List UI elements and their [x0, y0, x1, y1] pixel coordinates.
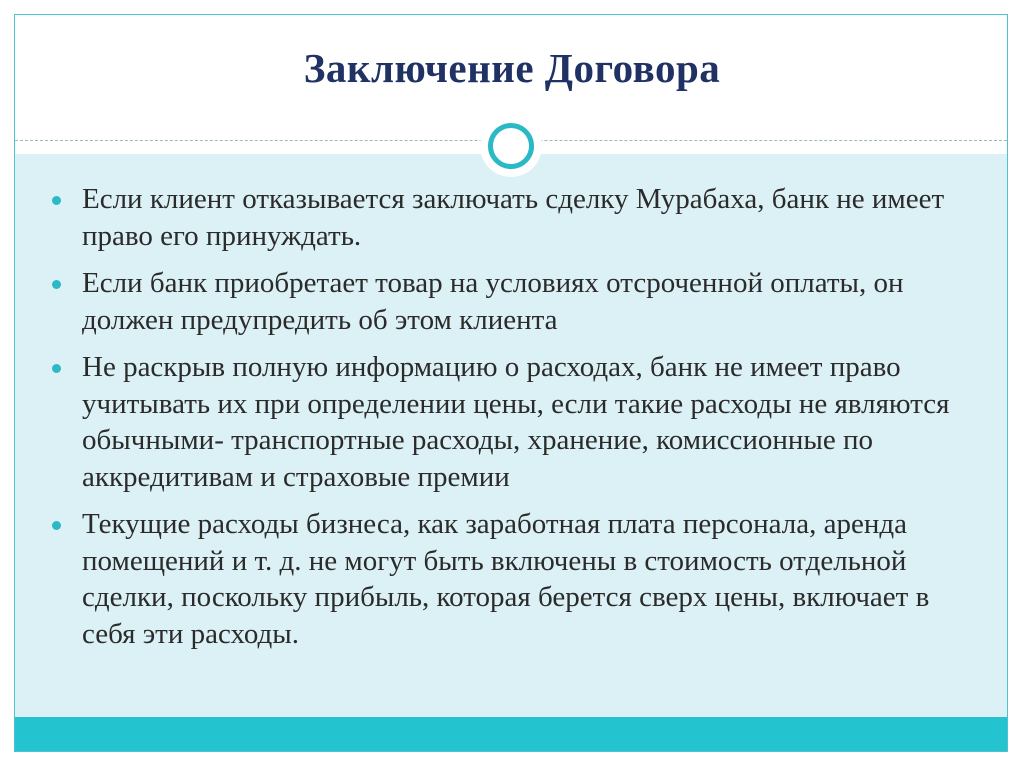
bullet-text: Если банк приобретает товар на условиях отсроченной оплаты, он должен предупредить об этом клиента: [82, 267, 904, 336]
bullet-text: Текущие расходы бизнеса, как заработная плата персонала, аренда помещений и т. д. не могут быть включены в стоимость отдельной сделки, поскольку прибыль, которая берется сверх цены, включает в себя эти расходы.: [82, 508, 930, 650]
bullet-item: [47, 506, 972, 652]
bullet-dot-icon: [52, 364, 61, 373]
bullet-text: Если клиент отказывается заключать сделку Мурабаха, банк не имеет право его принуждать.: [82, 183, 945, 252]
ring-ornament-icon: [488, 123, 534, 169]
bullet-dot-icon: [52, 280, 61, 289]
bullet-dot-icon: [52, 521, 61, 530]
slide-title: Заключение Договора: [303, 45, 721, 91]
bullet-text: Не раскрыв полную информацию о расходах, банк не имеет право учитывать их при определении цены, если такие расходы не являются обычными- транспортные расходы, хранение, комиссионные по аккредитивам и страховые премии: [82, 351, 950, 493]
bullet-dot-icon: [52, 196, 61, 205]
bottom-accent-band: [15, 717, 1007, 751]
bullet-item: [47, 265, 972, 338]
bullet-list: [47, 181, 972, 663]
bullet-item: [47, 349, 972, 495]
bullet-item: [47, 181, 972, 254]
